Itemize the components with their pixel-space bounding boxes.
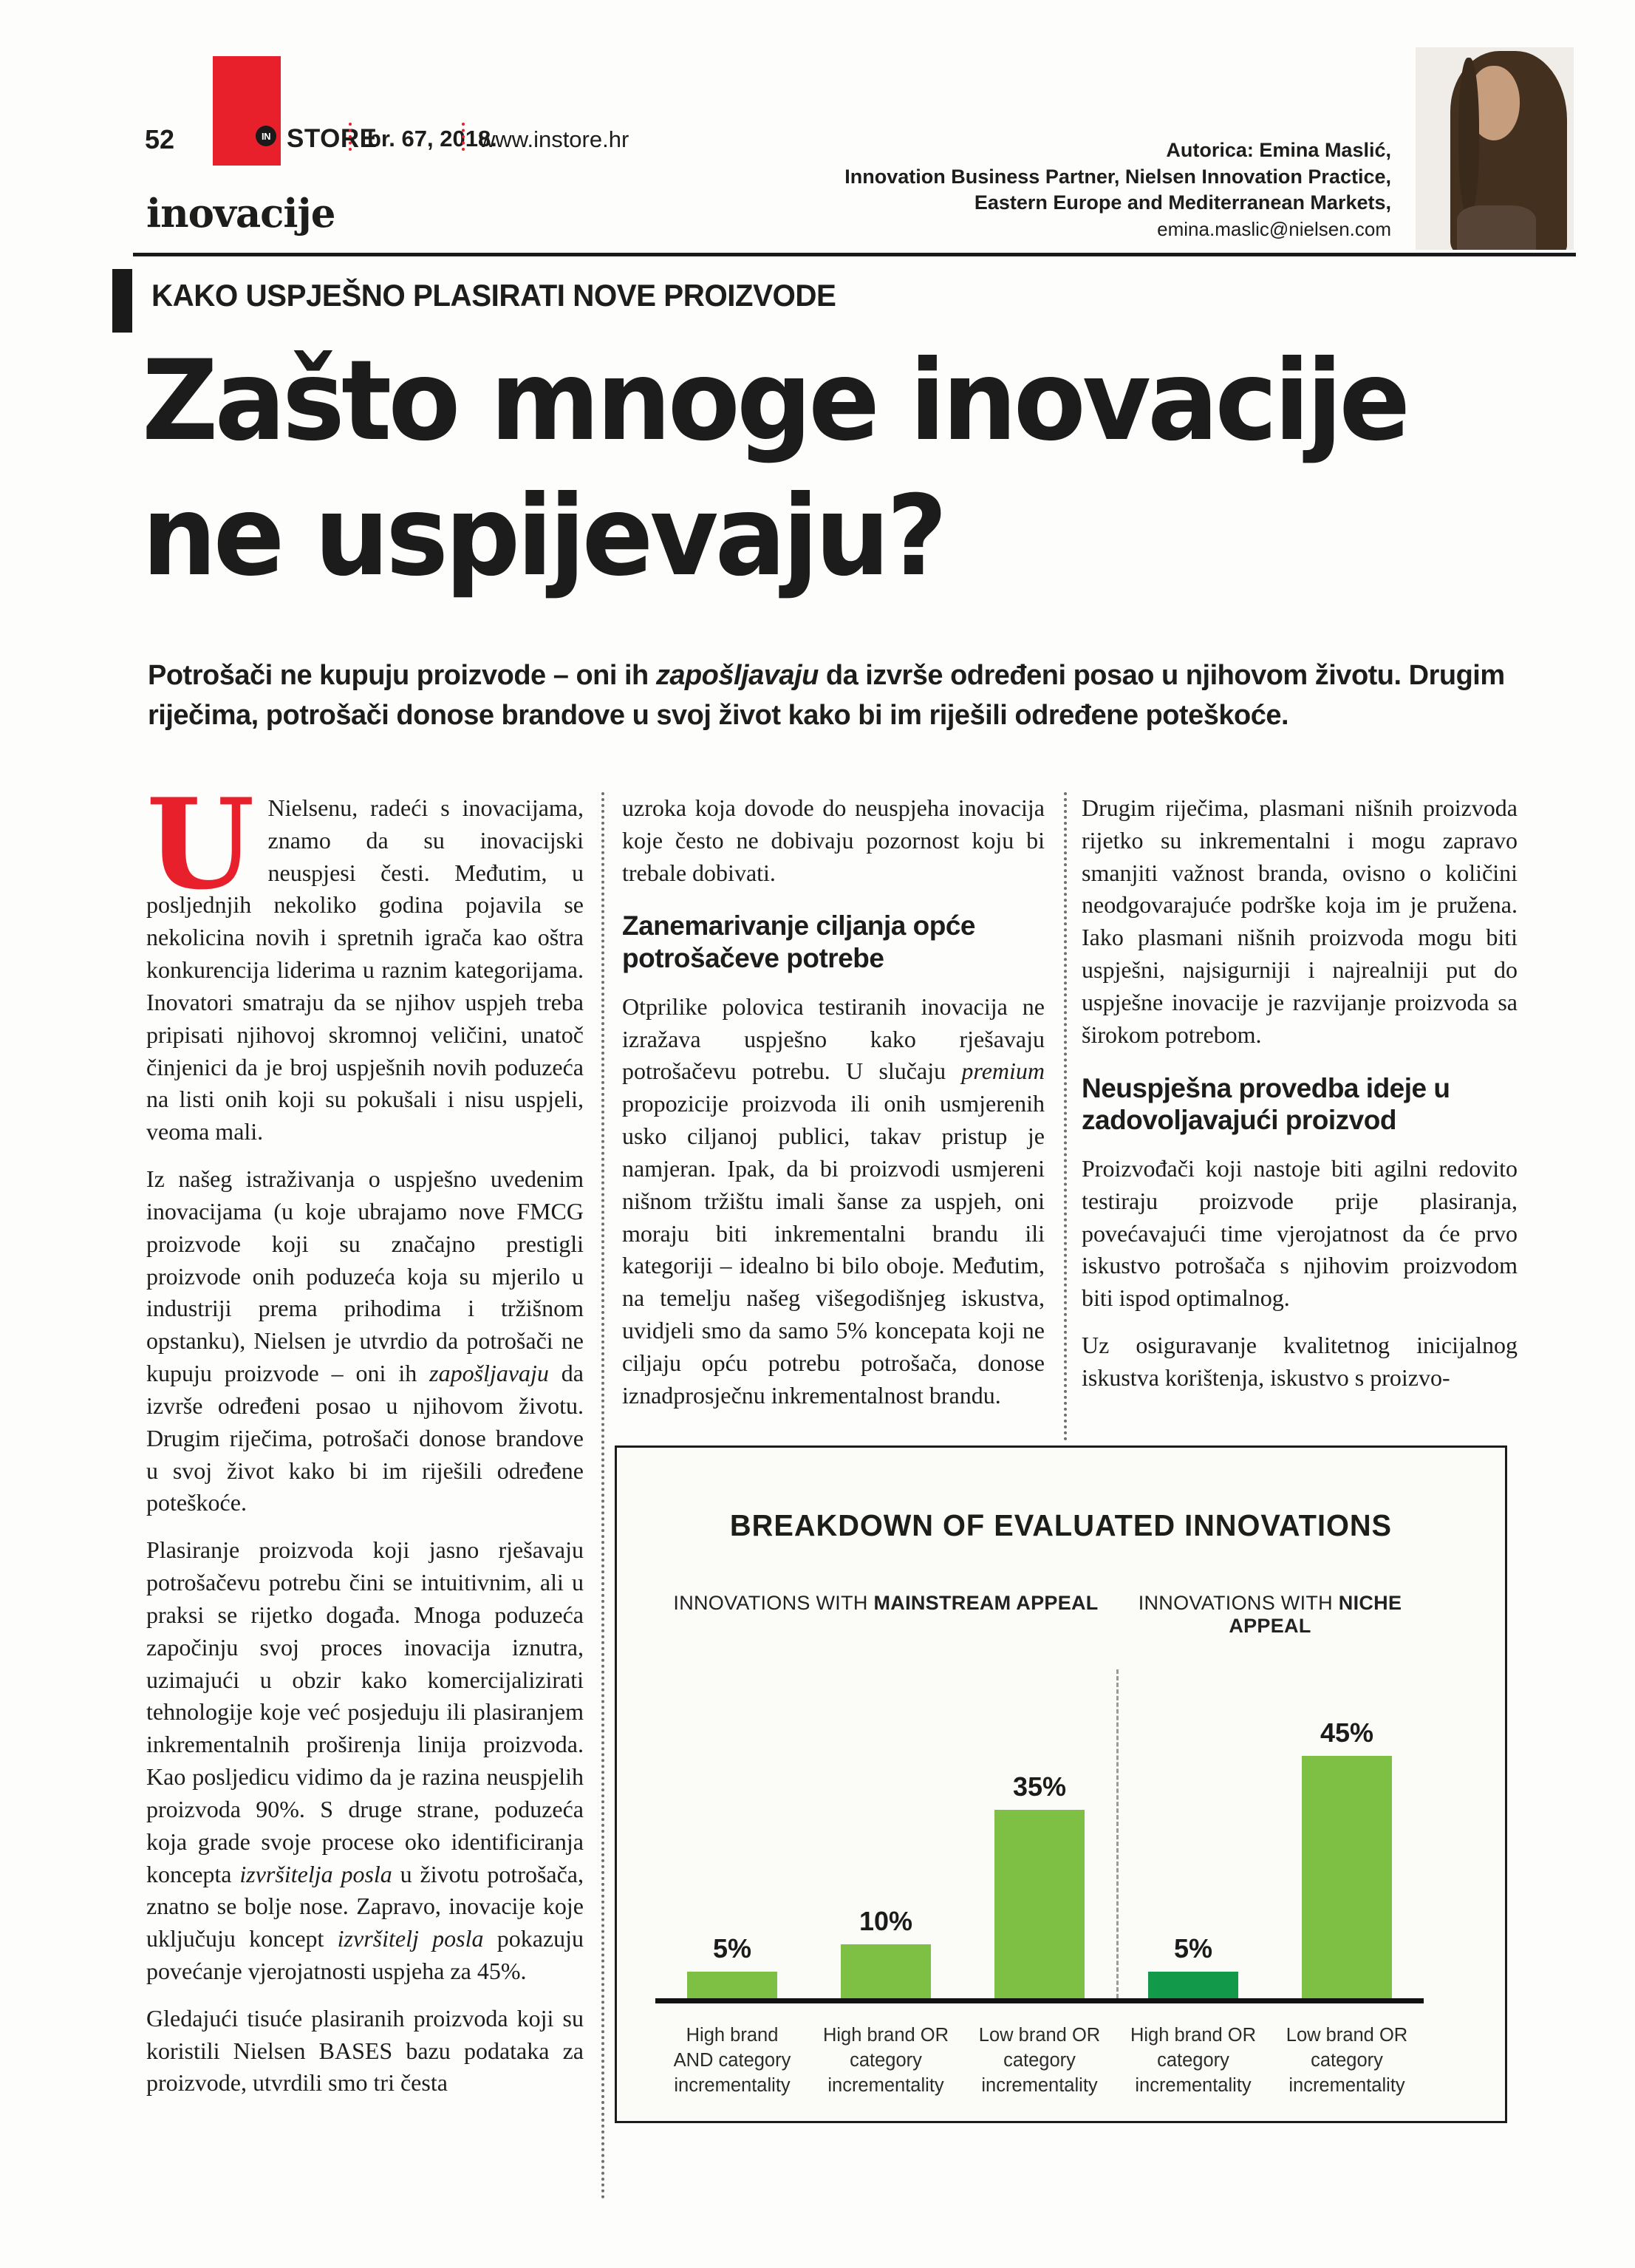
body-column-2 — [622, 792, 1045, 1427]
column-divider — [601, 792, 604, 2200]
paragraph: Gledajući tisuće plasiranih proizvoda koji su koristili Nielsen BASES bazu podataka za proizvode, utvrdili smo tri česta — [146, 2004, 584, 2097]
column-divider — [1064, 792, 1067, 1441]
chart-bar — [655, 1933, 809, 1999]
chart-category-label: High brand OR category incrementality — [822, 2025, 949, 2097]
paragraph: Drugim riječima, plasmani nišnih proizvoda rijetko su inkrementalni i mogu zapravo smanjiti važnost branda, ovisno o količini neodgovarajuće podrške koja im je pružena. Iako plasmani nišnih proizvoda mogu biti uspješni, najsigurniji i najrealniji put do uspješne inovacije je razvijanje proizvoda sa širokom potrebom. — [1082, 794, 1518, 1048]
author-block — [726, 137, 1391, 242]
author-name: Autorica: Emina Maslić, — [1166, 139, 1391, 161]
chart-value-label: 5% — [1173, 1932, 1213, 1964]
logo-store-text: STORE — [287, 124, 378, 153]
paragraph: U Nielsenu, radeći s inovacijama, znamo da su inovacijski neuspjesi česti. Međutim, u posljednjih nekoliko godina pojavila se nekolicina novih i spretnih igrača kao oštra konkurencija liderima u raznim kategorijama. Inovatori smatraju da se njihov uspjeh treba pripisati njihovoj skromnoj veličini, unatoč činjenici da je broj uspješnih novih poduzeća na listi onih koji su pokušali i nisu uspjeli, veoma mali. — [146, 771, 584, 1145]
chart-bar — [1116, 1933, 1270, 1999]
website-url[interactable]: www.instore.hr — [479, 126, 629, 152]
group-label-mainstream: INNOVATIONS WITH MAINSTREAM APPEAL — [673, 1592, 1099, 1614]
subheading: Neuspješna provedba ideje u zadovoljavajući proizvod — [1082, 1072, 1450, 1136]
author-photo — [1416, 47, 1574, 250]
chart-category-label: High brand OR category incrementality — [1130, 2025, 1257, 2097]
chart-category-label: High brand AND category incrementality — [673, 2025, 791, 2097]
kicker-bar — [112, 269, 132, 333]
paragraph: Otprilike polovica testiranih inovacija ne izražava uspješno kako rješavaju potrošačevu potrebu. U slučaju premium propozicije proizvoda ili onih usmjerenih usko ciljanoj publici, takav pristup je namjeran. Ipak, da bi proizvodi usmjereni nišnom tržištu imali šanse za uspjeh, oni moraju biti inkrementalni brandu ili kategoriji – idealno bi bilo oboje. Međutim, na temelju našeg višegodišnjeg iskustva, uvidjeli smo da samo 5% koncepata koji ne ciljaju opću potrebu potrošača, donose iznadprosječnu inkrementalnost brandu. — [622, 992, 1045, 1409]
headline-line-1: Zašto mnoge inovacije — [142, 337, 1407, 466]
lead-paragraph: Potrošači ne kupuju proizvode – oni ih zapošljavaju da izvrše određeni posao u njihovom životu. Drugim riječima, potrošači donose brandove u svoj život kako bi im riješili određene poteškoće. — [148, 660, 1505, 731]
paragraph: Proizvođači koji nastoje biti agilni redovito testiraju proizvode prije plasiranja, povećavajući time vjerojatnost da će prvo iskustvo potrošača s njihovim proizvodom biti ispod optimalnog. — [1082, 1154, 1518, 1312]
header-divider-icon — [462, 123, 465, 151]
chart-categories — [655, 2023, 1424, 2098]
chart-group-labels — [655, 1592, 1424, 1638]
chart-bars — [655, 1717, 1424, 2003]
page-number: 52 — [145, 124, 175, 154]
paragraph: uzroka koja dovode do neuspjeha inovacija koje često ne dobivaju pozornost koju bi trebale dobivati. — [622, 794, 1045, 886]
in-circle-icon: IN — [256, 126, 276, 146]
dropcap: U — [146, 771, 255, 917]
author-role: Innovation Business Partner, Nielsen Innovation Practice, — [844, 165, 1391, 188]
article-headline — [142, 334, 1407, 605]
instore-logo — [213, 56, 281, 166]
chart-value-label: 35% — [1012, 1771, 1067, 1802]
chart-bar — [963, 1771, 1116, 1999]
group-label-niche: INNOVATIONS WITH NICHE APPEAL — [1138, 1592, 1402, 1637]
issue-number: br. 67, 2018. — [367, 126, 497, 151]
chart-title: BREAKDOWN OF EVALUATED INNOVATIONS — [729, 1508, 1393, 1542]
header-rule — [133, 253, 1576, 256]
chart-category-label: Low brand OR category incrementality — [978, 2025, 1101, 2097]
subheading: Zanemarivanje ciljanja opće potrošačeve potrebe — [622, 910, 975, 974]
paragraph: Uz osiguravanje kvalitetnog inicijalnog iskustva korištenja, iskustvo s proizvo- — [1082, 1332, 1518, 1391]
chart-bar — [809, 1906, 963, 1998]
chart-bar — [1270, 1717, 1424, 1999]
paragraph: Plasiranje proizvoda koji jasno rješavaju potrošačevu potrebu čini se intuitivnim, ali u praksi se rijetko događa. Mnoga poduzeća započinju svoj proces inovacija iznutra, uzimajući u obzir kako komercijalizirati tehnologije koje već posjeduju ili plasiranjem inkrementalnih proširenja linija proizvoda. Kao posljedicu vidimo da je razina neuspjelih proizvoda 90%. S druge strane, poduzeća koja grade svoje procese oko identificiranja koncepta izvršitelja posla u životu potrošača, znatno se bolje nose. Zapravo, inovacije koje uključuju koncept izvršitelj posla pokazuju povećanje vjerojatnosti uspjeha za 45%. — [146, 1536, 584, 1984]
bar-chart — [615, 1445, 1507, 2123]
chart-value-label: 10% — [859, 1906, 913, 1936]
paragraph: Iz našeg istraživanja o uspješno uvedenim inovacijama (u koje ubrajamo nove FMCG proizvode koji su značajno prestigli proizvode onih poduzeća koja su mjerilo u industriji prema prihodima i tržišnom opstanku), Nielsen je utvrdio da potrošači ne kupuju proizvode – oni ih zapošljavaju da izvrše određeni posao u njihovom životu. Drugim riječima, potrošači donose brandove u svoj život kako bi im riješili određene poteškoće. — [146, 1165, 584, 1516]
headline-line-2: ne uspijevaju? — [142, 472, 944, 601]
body-column-1 — [146, 771, 584, 2114]
chart-value-label: 45% — [1320, 1717, 1374, 1748]
section-title: inovacije — [146, 191, 335, 236]
chart-value-label: 5% — [712, 1932, 752, 1964]
body-column-3 — [1082, 792, 1518, 1409]
author-region: Eastern Europe and Mediterranean Markets, — [974, 191, 1391, 214]
kicker: KAKO USPJEŠNO PLASIRATI NOVE PROIZVODE — [151, 278, 836, 313]
header-divider-icon — [349, 123, 352, 151]
author-email[interactable]: emina.maslic@nielsen.com — [1157, 217, 1391, 240]
chart-category-label: Low brand OR category incrementality — [1286, 2025, 1408, 2097]
